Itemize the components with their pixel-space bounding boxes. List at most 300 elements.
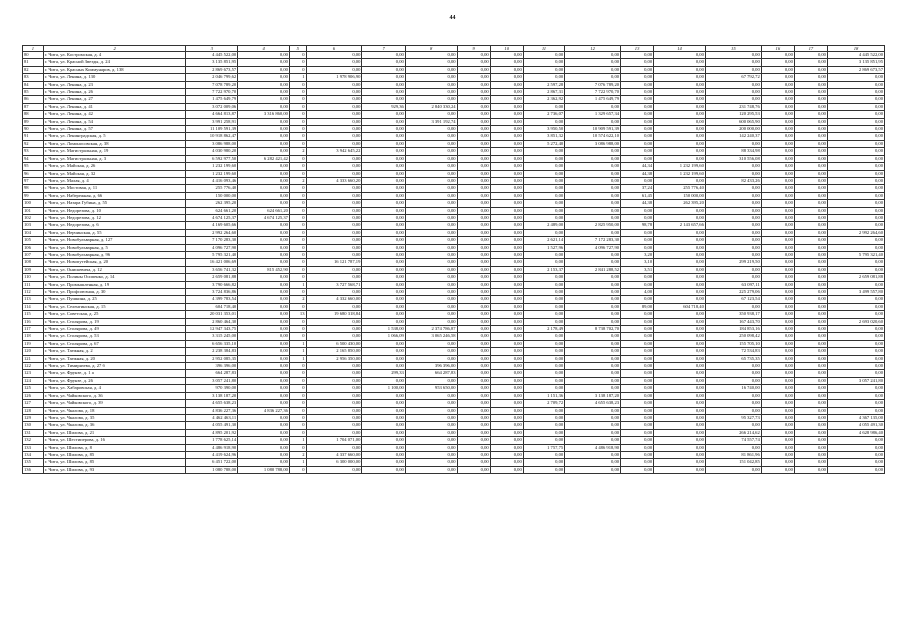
table-row <box>23 414 885 421</box>
value-cell: 0,00 <box>457 111 490 118</box>
value-cell: 0,00 <box>306 81 362 88</box>
value-cell: 0,00 <box>565 200 621 207</box>
value-cell: 0,00 <box>761 251 794 258</box>
value-cell: 0,00 <box>238 414 290 421</box>
value-cell: 0,00 <box>490 59 523 66</box>
value-cell: 0,00 <box>362 429 405 436</box>
address-cell: г. Чита, ул. Советская, д. 25 <box>43 311 186 318</box>
value-cell: 0 <box>289 207 306 214</box>
value-cell: 0,00 <box>654 333 706 340</box>
value-cell: 0,00 <box>621 111 654 118</box>
value-cell: 0,00 <box>238 251 290 258</box>
value-cell: 0,00 <box>238 274 290 281</box>
value-cell: 0,00 <box>794 192 827 199</box>
value-cell: 0,00 <box>523 185 564 192</box>
table-row <box>23 192 885 199</box>
value-cell: 0,00 <box>457 429 490 436</box>
value-cell: 0,00 <box>654 266 706 273</box>
value-cell: 396 396,00 <box>186 363 238 370</box>
row-number-cell: 114 <box>23 303 44 310</box>
value-cell: 0 <box>289 466 306 473</box>
value-cell: 2 <box>289 451 306 458</box>
row-number-cell: 135 <box>23 459 44 466</box>
address-cell: г. Чита, ул. Чкалова, д. 36 <box>43 422 186 429</box>
value-cell: 0 <box>289 89 306 96</box>
value-cell: 0,00 <box>490 155 523 162</box>
value-cell: 0,00 <box>654 311 706 318</box>
value-cell: 1 080 788,00 <box>238 466 290 473</box>
address-cell: г. Чита, ул. Шилова, д. 85 <box>43 451 186 458</box>
value-cell: 1 475 649,79 <box>565 96 621 103</box>
table-row <box>23 244 885 251</box>
value-cell: 4 664 813,87 <box>186 111 238 118</box>
value-cell: 0 <box>289 259 306 266</box>
value-cell: 0,00 <box>654 207 706 214</box>
value-cell: 2 <box>289 177 306 184</box>
value-cell: 120 295,53 <box>705 111 761 118</box>
value-cell: 0,00 <box>238 103 290 110</box>
value-cell: 0,00 <box>565 74 621 81</box>
value-cell: 3 316 860,00 <box>238 111 290 118</box>
value-cell: 624 661,20 <box>238 207 290 214</box>
value-cell: 0,00 <box>621 296 654 303</box>
value-cell: 0,00 <box>827 444 884 451</box>
value-cell: 0,00 <box>705 185 761 192</box>
table-row <box>23 429 885 436</box>
value-cell: 0,00 <box>654 89 706 96</box>
value-cell: 0,00 <box>362 126 405 133</box>
value-cell: 0,00 <box>457 163 490 170</box>
column-number-cell: 2 <box>43 46 186 52</box>
value-cell: 0,00 <box>457 333 490 340</box>
value-cell: 0,00 <box>621 444 654 451</box>
value-cell: 624 661,20 <box>186 207 238 214</box>
column-number-cell: 7 <box>362 46 405 52</box>
value-cell: 0,00 <box>654 81 706 88</box>
value-cell: 0,00 <box>306 444 362 451</box>
value-cell: 0,00 <box>705 392 761 399</box>
value-cell: 0,00 <box>794 200 827 207</box>
value-cell: 16 740,00 <box>705 385 761 392</box>
value-cell: 310 556,08 <box>705 155 761 162</box>
value-cell: 0,00 <box>405 414 457 421</box>
table-row <box>23 118 885 125</box>
value-cell: 82 433,26 <box>705 177 761 184</box>
value-cell: 0,00 <box>457 140 490 147</box>
value-cell: 0,00 <box>362 148 405 155</box>
value-cell: 0,00 <box>761 214 794 221</box>
value-cell: 0,00 <box>362 363 405 370</box>
value-cell: 0,00 <box>457 326 490 333</box>
value-cell: 0,00 <box>238 437 290 444</box>
value-cell: 0,00 <box>457 340 490 347</box>
value-cell: 4 333 660,20 <box>306 177 362 184</box>
value-cell: 0,00 <box>490 414 523 421</box>
value-cell: 0,00 <box>827 340 884 347</box>
value-cell: 0,00 <box>654 466 706 473</box>
value-cell: 0,00 <box>362 303 405 310</box>
value-cell: 0,00 <box>490 311 523 318</box>
value-cell: 0,00 <box>362 74 405 81</box>
value-cell: 0,00 <box>490 370 523 377</box>
value-cell: 0,00 <box>457 133 490 140</box>
table-row <box>23 214 885 221</box>
value-cell: 2 709,72 <box>523 400 564 407</box>
value-cell: 7 722 970,70 <box>565 89 621 96</box>
value-cell: 0,00 <box>761 66 794 73</box>
value-cell: 0,00 <box>794 229 827 236</box>
value-cell: 225 279,06 <box>705 289 761 296</box>
value-cell: 0 <box>289 333 306 340</box>
value-cell: 2 374 786,87 <box>405 326 457 333</box>
value-cell: 0,00 <box>794 392 827 399</box>
table-row <box>23 177 885 184</box>
value-cell: 7 078 789,20 <box>186 81 238 88</box>
value-cell: 0,00 <box>405 348 457 355</box>
value-cell: 0 <box>289 103 306 110</box>
value-cell: 0,00 <box>306 333 362 340</box>
value-cell: 0,00 <box>362 52 405 59</box>
column-number-cell: 13 <box>621 46 654 52</box>
table-row <box>23 333 885 340</box>
value-cell: 0,00 <box>761 103 794 110</box>
value-cell: 0,00 <box>705 81 761 88</box>
value-cell: 3 086 988,00 <box>186 140 238 147</box>
value-cell: 3 072 009,06 <box>186 103 238 110</box>
value-cell: 0,00 <box>457 170 490 177</box>
value-cell: 0,00 <box>705 229 761 236</box>
value-cell: 0,00 <box>761 318 794 325</box>
value-cell: 0,00 <box>238 163 290 170</box>
value-cell: 0,00 <box>705 214 761 221</box>
address-cell: г. Чита, ул. Магистральная, д. 3 <box>43 155 186 162</box>
table-row <box>23 303 885 310</box>
column-number-cell: 8 <box>405 46 457 52</box>
value-cell: 0,00 <box>490 429 523 436</box>
value-cell: 1 <box>289 459 306 466</box>
value-cell: 0,00 <box>761 229 794 236</box>
value-cell: 2 238 384,83 <box>186 348 238 355</box>
value-cell: 262 395,20 <box>654 200 706 207</box>
value-cell: 4 419 624,96 <box>186 451 238 458</box>
value-cell: 0,00 <box>306 237 362 244</box>
table-row <box>23 370 885 377</box>
value-cell: 10 909 591,39 <box>565 126 621 133</box>
value-cell: 0,00 <box>705 200 761 207</box>
value-cell: 2 597,28 <box>523 81 564 88</box>
value-cell: 0,00 <box>621 459 654 466</box>
row-number-cell: 101 <box>23 207 44 214</box>
value-cell: 0,00 <box>827 103 884 110</box>
value-cell: 0,00 <box>827 207 884 214</box>
value-cell: 0,00 <box>827 244 884 251</box>
row-number-cell: 113 <box>23 296 44 303</box>
value-cell: 89,00 <box>621 303 654 310</box>
value-cell: 0,00 <box>457 74 490 81</box>
value-cell: 4 655 638,23 <box>186 400 238 407</box>
value-cell: 0,00 <box>654 355 706 362</box>
row-number-cell: 125 <box>23 385 44 392</box>
value-cell: 0,00 <box>362 66 405 73</box>
value-cell: 72 534,83 <box>705 348 761 355</box>
value-cell: 11 109 591,39 <box>186 126 238 133</box>
value-cell: 0,00 <box>306 52 362 59</box>
value-cell: 0,00 <box>306 89 362 96</box>
value-cell: 0,00 <box>654 96 706 103</box>
value-cell: 0,00 <box>490 296 523 303</box>
value-cell: 0,00 <box>621 281 654 288</box>
value-cell: 0,00 <box>405 303 457 310</box>
table-row <box>23 259 885 266</box>
value-cell: 0,00 <box>306 126 362 133</box>
value-cell: 2 867,31 <box>523 89 564 96</box>
value-cell: 299 219,50 <box>705 259 761 266</box>
table-row <box>23 237 885 244</box>
value-cell: 0,00 <box>362 140 405 147</box>
value-cell: 0,00 <box>523 229 564 236</box>
value-cell: 0,00 <box>761 148 794 155</box>
value-cell: 0,00 <box>794 466 827 473</box>
value-cell: 0,00 <box>362 192 405 199</box>
value-cell: 0,00 <box>405 192 457 199</box>
value-cell: 0,00 <box>761 185 794 192</box>
value-cell: 1 <box>289 348 306 355</box>
value-cell: 0,00 <box>457 126 490 133</box>
address-cell: г. Чита, ул. Костромская, д. 4 <box>43 52 186 59</box>
value-cell: 0,00 <box>490 422 523 429</box>
value-cell: 0,00 <box>794 377 827 384</box>
value-cell: 0,00 <box>490 229 523 236</box>
value-cell: 0,00 <box>490 355 523 362</box>
value-cell: 4 055 491,30 <box>827 422 884 429</box>
value-cell: 0,00 <box>761 407 794 414</box>
value-cell: 0,00 <box>405 170 457 177</box>
value-cell: 0,00 <box>362 59 405 66</box>
value-cell: 0 <box>289 200 306 207</box>
value-cell: 6 451 722,00 <box>186 459 238 466</box>
value-cell: 0,00 <box>621 118 654 125</box>
value-cell: 0,00 <box>827 385 884 392</box>
value-cell: 0,00 <box>621 274 654 281</box>
value-cell: 0 <box>289 289 306 296</box>
row-number-cell: 121 <box>23 355 44 362</box>
table-row <box>23 103 885 110</box>
value-cell: 0,00 <box>827 407 884 414</box>
address-cell: г. Чита, ул. Столярова, д. 49 <box>43 326 186 333</box>
address-cell: г. Чита, ул. Новобульварная, д. 127 <box>43 237 186 244</box>
value-cell: 0,00 <box>490 333 523 340</box>
value-cell: 0,00 <box>523 163 564 170</box>
value-cell: 0,00 <box>621 400 654 407</box>
value-cell: 0,00 <box>405 451 457 458</box>
value-cell: 0,00 <box>405 377 457 384</box>
value-cell: 0,00 <box>490 177 523 184</box>
table-row <box>23 155 885 162</box>
value-cell: 0,00 <box>621 311 654 318</box>
value-cell: 664 287,83 <box>186 370 238 377</box>
value-cell: 200 000,00 <box>705 126 761 133</box>
value-cell: 150 000,00 <box>654 192 706 199</box>
value-cell: 0,00 <box>238 89 290 96</box>
address-cell: г. Чита, ул. Ленина, д. 27 <box>43 96 186 103</box>
row-number-cell: 95 <box>23 163 44 170</box>
value-cell: 0,00 <box>827 74 884 81</box>
value-cell: 1 <box>289 355 306 362</box>
table-row <box>23 89 885 96</box>
value-cell: 0,00 <box>523 370 564 377</box>
value-cell: 0,00 <box>565 118 621 125</box>
table-row <box>23 274 885 281</box>
value-cell: 0,00 <box>457 177 490 184</box>
value-cell: 0,00 <box>490 459 523 466</box>
value-cell: 0,00 <box>621 414 654 421</box>
value-cell: 0,00 <box>794 385 827 392</box>
address-cell: г. Чита, ул. Селенгинская, д. 15 <box>43 303 186 310</box>
value-cell: 0,00 <box>794 74 827 81</box>
value-cell: 0 <box>289 385 306 392</box>
value-cell: 0,00 <box>565 303 621 310</box>
value-cell: 0,00 <box>565 155 621 162</box>
value-cell: 0,00 <box>621 340 654 347</box>
value-cell: 0,00 <box>654 281 706 288</box>
value-cell: 0,00 <box>654 414 706 421</box>
value-cell: 0,00 <box>523 466 564 473</box>
value-cell: 0,00 <box>621 355 654 362</box>
value-cell: 0,00 <box>705 422 761 429</box>
table-row <box>23 200 885 207</box>
value-cell: 0 <box>289 414 306 421</box>
address-cell: г. Чита, ул. Мостовая, д. 11 <box>43 185 186 192</box>
value-cell: 0,00 <box>362 185 405 192</box>
table-row <box>23 326 885 333</box>
value-cell: 664 287,83 <box>405 370 457 377</box>
table-row <box>23 170 885 177</box>
address-cell: г. Чита, ул. Новопутейская, д. 20 <box>43 259 186 266</box>
value-cell: 0,00 <box>405 400 457 407</box>
value-cell: 0,00 <box>238 96 290 103</box>
row-number-cell: 82 <box>23 66 44 73</box>
row-number-cell: 127 <box>23 400 44 407</box>
value-cell: 0,00 <box>405 74 457 81</box>
value-cell: 0,00 <box>794 400 827 407</box>
address-cell: г. Чита, ул. Хабаровская, д. 4 <box>43 385 186 392</box>
value-cell: 0,00 <box>761 118 794 125</box>
value-cell: 0,00 <box>490 111 523 118</box>
value-cell: 0,00 <box>794 363 827 370</box>
value-cell: 0,00 <box>705 96 761 103</box>
value-cell: 0,00 <box>306 318 362 325</box>
value-cell: 0,00 <box>794 155 827 162</box>
value-cell: 0,00 <box>490 251 523 258</box>
value-cell: 0,00 <box>794 207 827 214</box>
value-cell: 0,00 <box>761 222 794 229</box>
value-cell: 0,00 <box>523 177 564 184</box>
value-cell: 1 <box>289 281 306 288</box>
value-cell: 0,00 <box>794 318 827 325</box>
value-cell: 0,00 <box>306 377 362 384</box>
value-cell: 0,00 <box>654 459 706 466</box>
value-cell: 0,00 <box>565 274 621 281</box>
value-cell: 0,00 <box>654 259 706 266</box>
value-cell: 44,34 <box>621 163 654 170</box>
value-cell: 0,00 <box>565 466 621 473</box>
value-cell: 0,00 <box>523 318 564 325</box>
value-cell: 0,00 <box>405 251 457 258</box>
address-cell: г. Чита, ул. Назара Губина, д. 55 <box>43 200 186 207</box>
value-cell: 0,00 <box>654 155 706 162</box>
value-cell: 3 724 836,86 <box>186 289 238 296</box>
value-cell: 0,00 <box>761 355 794 362</box>
value-cell: 0,00 <box>565 414 621 421</box>
value-cell: 0,00 <box>457 459 490 466</box>
value-cell: 0,00 <box>523 281 564 288</box>
value-cell: 1 978 906,90 <box>306 74 362 81</box>
value-cell: 0,00 <box>827 451 884 458</box>
value-cell: 0 <box>289 81 306 88</box>
value-cell: 0,00 <box>565 185 621 192</box>
value-cell: 6 592 977,50 <box>186 155 238 162</box>
value-cell: 0,00 <box>306 140 362 147</box>
address-cell: г. Чита, ул. Ломоносовская, д. 38 <box>43 140 186 147</box>
table-row <box>23 163 885 170</box>
value-cell: 0,00 <box>238 400 290 407</box>
value-cell: 0,00 <box>705 303 761 310</box>
value-cell: 4,00 <box>621 289 654 296</box>
value-cell: 0 <box>289 429 306 436</box>
value-cell: 0,00 <box>794 326 827 333</box>
value-cell: 0,00 <box>654 111 706 118</box>
address-cell: г. Чита, ул. Промышленная, д. 19 <box>43 281 186 288</box>
value-cell: 0,00 <box>794 170 827 177</box>
address-cell: г. Чита, ул. Ленина, д. 42 <box>43 111 186 118</box>
value-cell: 2 825 950,00 <box>565 222 621 229</box>
address-cell: г. Чита, ул. Таежная, д. 20 <box>43 355 186 362</box>
value-cell: 0,00 <box>306 59 362 66</box>
row-number-cell: 132 <box>23 437 44 444</box>
value-cell: 0,00 <box>761 266 794 273</box>
address-cell: г. Чита, ул. Майская, д. 32 <box>43 170 186 177</box>
value-cell: 0,00 <box>654 377 706 384</box>
value-cell: 0,00 <box>238 177 290 184</box>
value-cell: 0,00 <box>827 200 884 207</box>
value-cell: 0,00 <box>306 163 362 170</box>
value-cell: 0,00 <box>405 296 457 303</box>
value-cell: 0,00 <box>405 163 457 170</box>
address-cell: г. Чита, ул. Ленина, д. 130 <box>43 74 186 81</box>
value-cell: 0,00 <box>827 303 884 310</box>
column-number-cell: 6 <box>306 46 362 52</box>
value-cell: 0,00 <box>457 207 490 214</box>
row-number-cell: 102 <box>23 214 44 221</box>
value-cell: 0,00 <box>306 185 362 192</box>
value-cell: 0,00 <box>362 259 405 266</box>
value-cell: 95 327,73 <box>705 414 761 421</box>
address-cell: г. Чита, ул. Чайковского, д. 36 <box>43 392 186 399</box>
value-cell: 0,00 <box>654 392 706 399</box>
value-cell: 0 <box>289 192 306 199</box>
value-cell: 0,00 <box>565 459 621 466</box>
value-cell: 0,00 <box>705 274 761 281</box>
value-cell: 0,00 <box>405 422 457 429</box>
value-cell: 0,00 <box>565 52 621 59</box>
value-cell: 0,00 <box>565 66 621 73</box>
value-cell: 0,00 <box>705 66 761 73</box>
value-cell: 0,00 <box>457 422 490 429</box>
value-cell: 0,00 <box>238 281 290 288</box>
value-cell: 0,00 <box>490 163 523 170</box>
table-body <box>23 52 885 474</box>
value-cell: 0,00 <box>794 103 827 110</box>
